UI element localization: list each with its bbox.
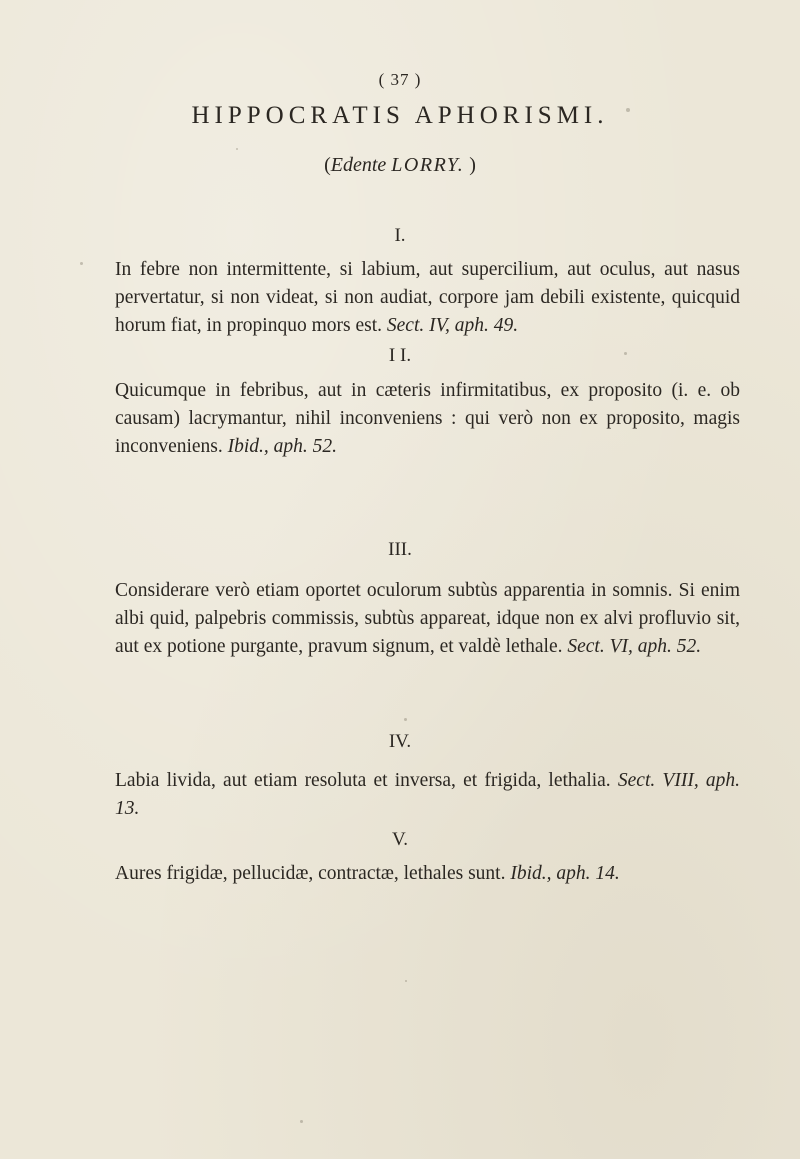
editor-line [0, 154, 800, 177]
aphorism-numeral-5: V. [391, 829, 409, 850]
aphorism-ref-1: Sect. IV, aph. 49. [386, 315, 519, 336]
aphorism-ref-5: Ibid., aph. 14. [510, 863, 620, 884]
aphorism-4 [115, 767, 740, 823]
aphorism-numeral-3: III. [388, 539, 412, 560]
aphorism-2 [115, 377, 740, 461]
paper-speck [405, 980, 407, 982]
aphorism-text-2: Quicumque in febribus, aut in cæteris infirmitatibus, ex proposito (i. e. ob causam) lacrymantur, nihil inconveniens : qui verò non ex proposito, magis inconveniens. [115, 380, 740, 457]
paper-speck [300, 1120, 303, 1123]
aphorism-text-1: In febre non intermittente, si labium, aut supercilium, aut oculus, aut nasus pervertatur, si non videat, si non audiat, corpore jam debili existente, quicquid horum fiat, in propinquo mors est. [115, 259, 740, 336]
aphorism-1 [115, 256, 740, 340]
aphorism-text-5: Aures frigidæ, pellucidæ, contractæ, lethales sunt. [115, 863, 506, 884]
editor-close-paren: ) [469, 154, 476, 176]
paper-speck [626, 108, 630, 112]
aphorism-ref-2: Ibid., aph. 52. [227, 436, 338, 457]
paper-speck [624, 352, 627, 355]
paper-speck [236, 148, 238, 150]
aphorism-ref-4: Sect. VIII, aph. 13. [115, 770, 741, 819]
paper-speck [80, 262, 83, 265]
page-number: ( 37 ) [378, 70, 422, 89]
editor-label: Edente [330, 154, 387, 176]
aphorism-numeral-2: I I. [388, 345, 412, 366]
editor-open-paren: ( [324, 154, 331, 176]
aphorism-numeral-1: I. [394, 225, 406, 246]
aphorism-3 [115, 577, 740, 661]
aphorism-ref-3: Sect. VI, aph. 52. [567, 636, 702, 657]
aphorism-text-4: Labia livida, aut etiam resoluta et inversa, et frigida, lethalia. [115, 770, 611, 791]
editor-name: LORRY. [391, 154, 465, 176]
aphorism-numeral-4: IV. [388, 731, 412, 752]
page-title: HIPPOCRATIS APHORISMI. [191, 102, 609, 129]
paper-speck [404, 718, 407, 721]
aphorism-5 [115, 860, 740, 888]
aphorism-text-3: Considerare verò etiam oportet oculorum subtùs apparentia in somnis. Si enim albi quid, palpebris commissis, subtùs appareat, idque non ex alvi profluvio sit, aut ex potione purgante, pravum signum, et valdè lethale. [115, 580, 740, 657]
